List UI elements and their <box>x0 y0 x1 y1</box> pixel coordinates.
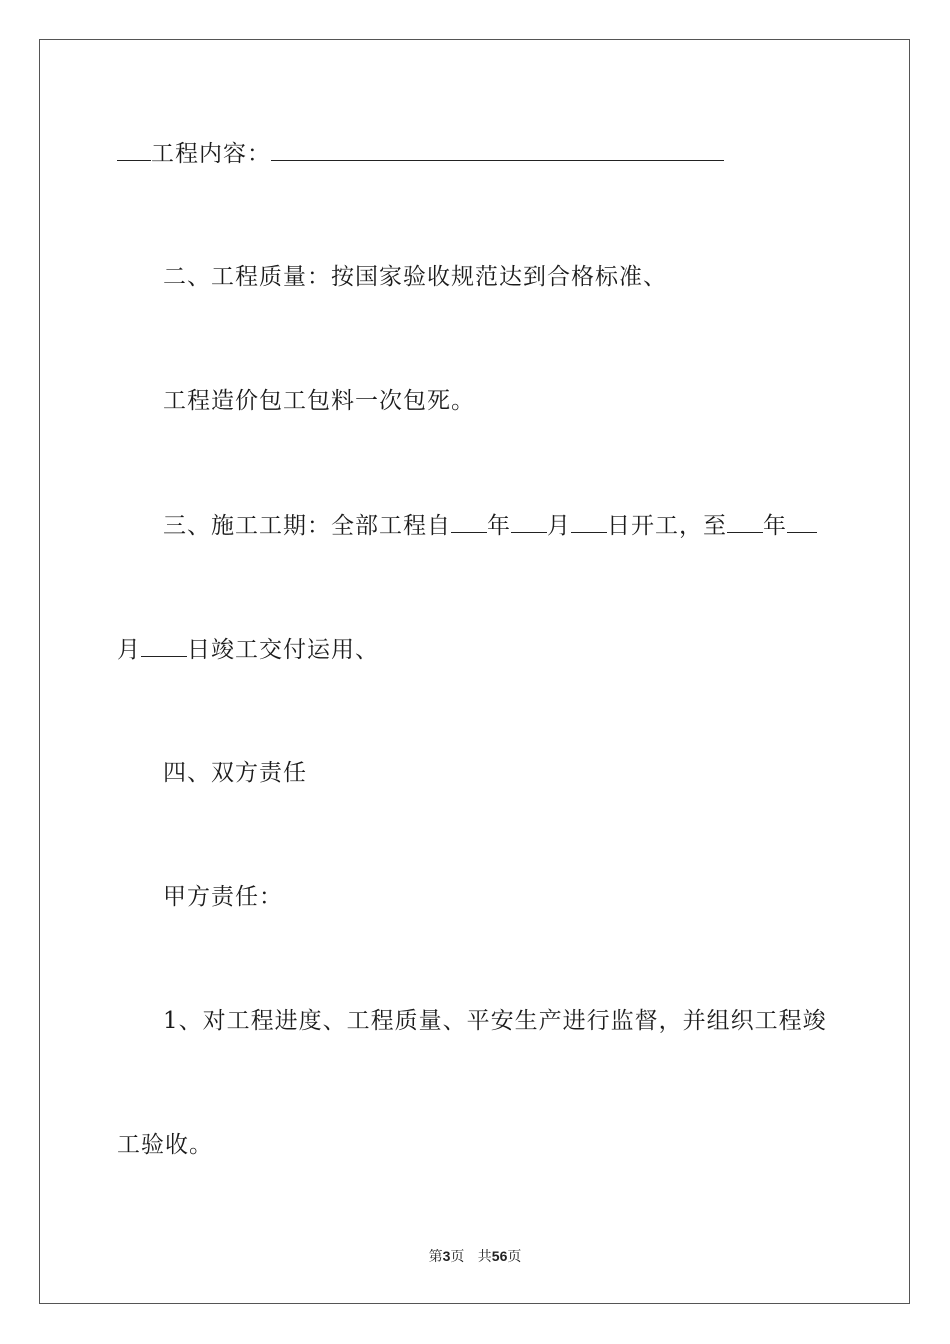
party-a-item-1: 1、对工程进度、工程质量、平安生产进行监督，并组织工程竣 <box>163 1008 827 1034</box>
footer-total-prefix: 共 <box>477 1249 492 1265</box>
line-completion-date <box>117 634 379 665</box>
line-project-cost: 工程造价包工包料一次包死。 <box>163 388 475 414</box>
party-a-heading: 甲方责任： <box>163 884 283 910</box>
start-to-label: 日开工，至 <box>607 513 727 539</box>
line-project-quality: 二、工程质量：按国家验收规范达到合格标准、 <box>163 264 667 290</box>
blank-field[interactable] <box>117 138 151 161</box>
end-month-blank[interactable] <box>787 510 817 533</box>
start-year-blank[interactable] <box>451 510 487 533</box>
line-project-content <box>117 138 724 169</box>
section-heading-responsibilities: 四、双方责任 <box>163 760 307 786</box>
footer-page-suffix: 页 <box>450 1249 465 1265</box>
start-month-blank[interactable] <box>511 510 547 533</box>
page-footer <box>0 1246 950 1266</box>
year-label: 年 <box>487 513 511 539</box>
page-frame <box>39 39 910 1304</box>
project-content-blank[interactable] <box>271 138 724 161</box>
start-day-blank[interactable] <box>571 510 607 533</box>
party-a-item-1-cont: 工验收。 <box>117 1132 213 1158</box>
month-label: 月 <box>117 637 141 663</box>
year-label: 年 <box>763 513 787 539</box>
line-construction-period <box>163 510 817 541</box>
project-content-label: 工程内容： <box>151 141 271 167</box>
month-label: 月 <box>547 513 571 539</box>
end-day-blank[interactable] <box>141 634 187 657</box>
total-page-number: 56 <box>491 1248 508 1264</box>
end-year-blank[interactable] <box>727 510 763 533</box>
footer-prefix: 第 <box>428 1249 443 1265</box>
completion-label: 日竣工交付运用、 <box>187 637 379 663</box>
footer-total-suffix: 页 <box>507 1249 522 1265</box>
current-page-number: 3 <box>442 1248 451 1264</box>
period-label: 三、施工工期：全部工程自 <box>163 513 451 539</box>
